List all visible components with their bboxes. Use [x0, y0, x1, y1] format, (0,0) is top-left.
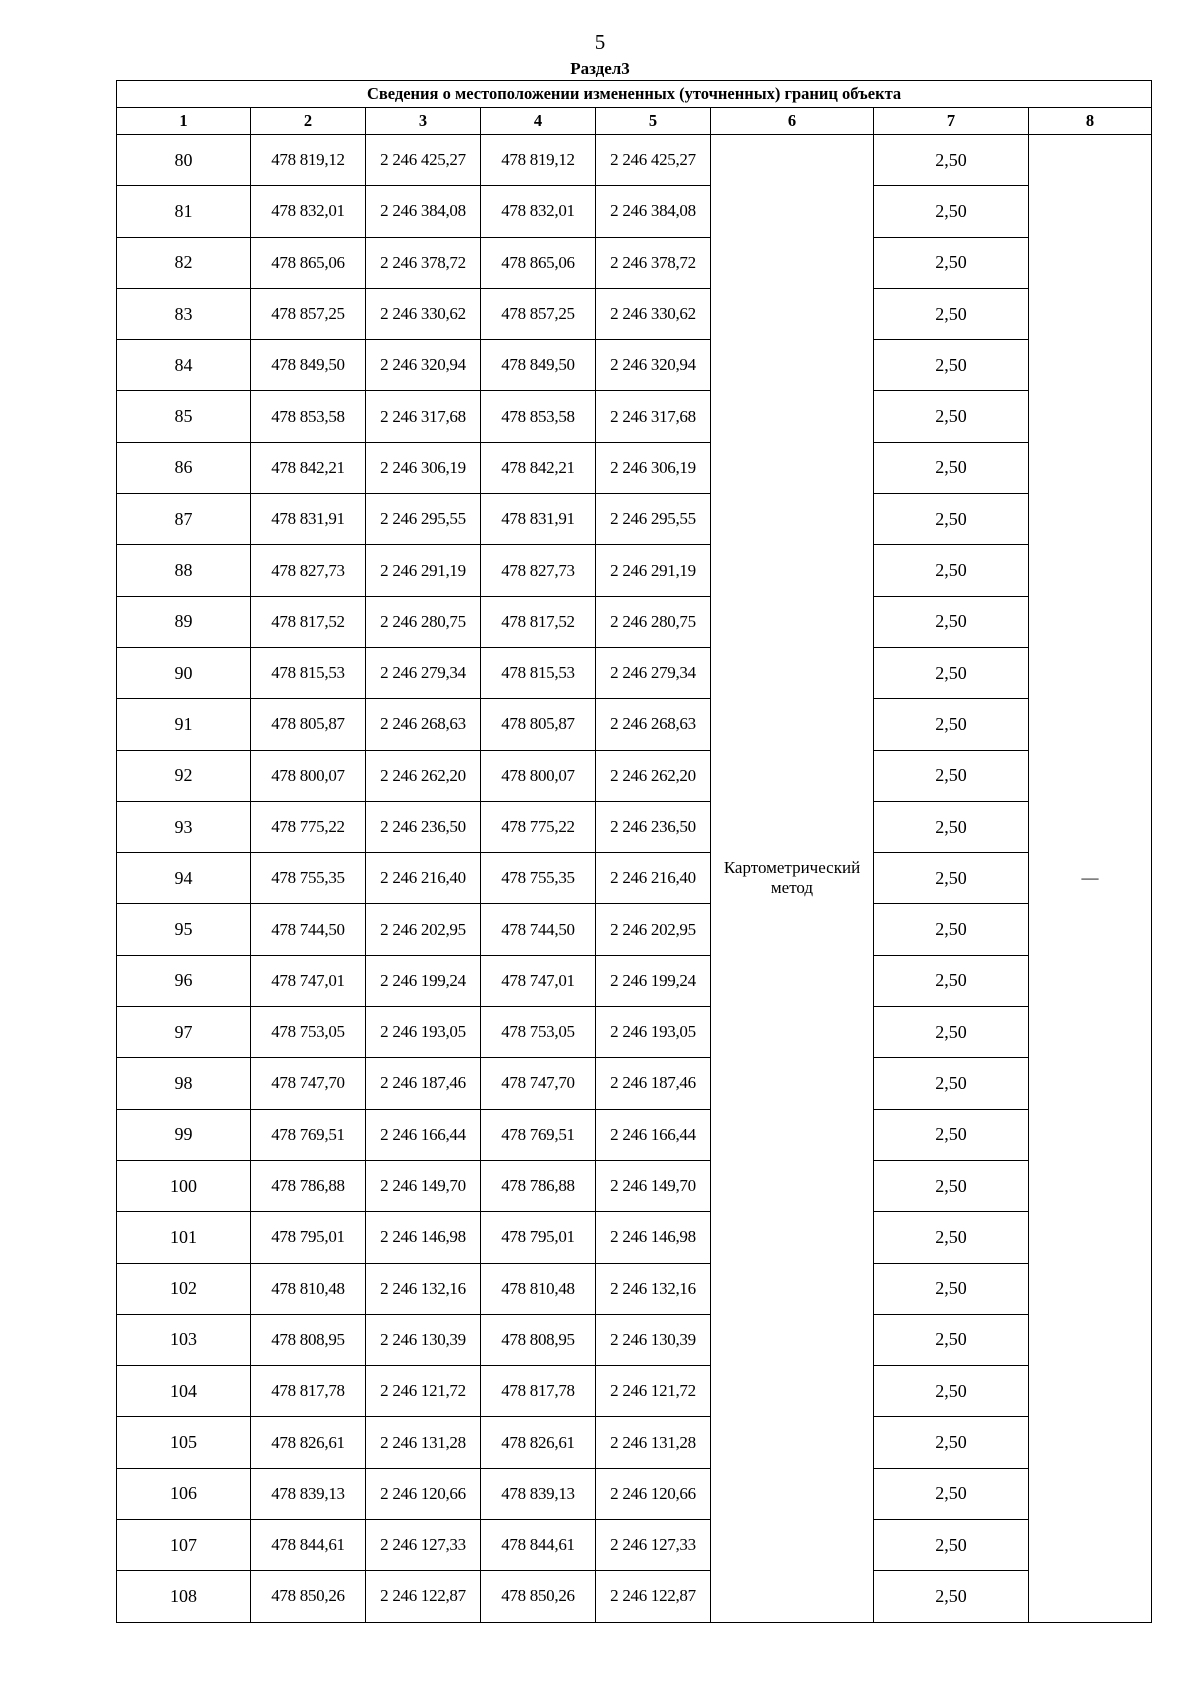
y-new-cell: 2 246 122,87	[596, 1571, 711, 1622]
x-existing-cell: 478 775,22	[251, 801, 366, 852]
x-existing-cell: 478 800,07	[251, 750, 366, 801]
point-number-cell: 100	[117, 1160, 251, 1211]
x-new-cell: 478 850,26	[481, 1571, 596, 1622]
accuracy-cell: 2,50	[874, 545, 1029, 596]
accuracy-cell: 2,50	[874, 186, 1029, 237]
point-number-cell: 87	[117, 494, 251, 545]
accuracy-cell: 2,50	[874, 1314, 1029, 1365]
point-number-cell: 101	[117, 1212, 251, 1263]
x-new-cell: 478 817,52	[481, 596, 596, 647]
x-new-cell: 478 795,01	[481, 1212, 596, 1263]
y-new-cell: 2 246 127,33	[596, 1520, 711, 1571]
column-number: 2	[251, 108, 366, 135]
accuracy-cell: 2,50	[874, 853, 1029, 904]
table-row	[117, 750, 1152, 801]
point-number-cell: 88	[117, 545, 251, 596]
point-number-cell: 102	[117, 1263, 251, 1314]
table-row	[117, 1468, 1152, 1519]
column-number: 3	[366, 108, 481, 135]
x-existing-cell: 478 744,50	[251, 904, 366, 955]
y-new-cell: 2 246 166,44	[596, 1109, 711, 1160]
accuracy-cell: 2,50	[874, 135, 1029, 186]
accuracy-cell: 2,50	[874, 904, 1029, 955]
accuracy-cell: 2,50	[874, 1058, 1029, 1109]
x-existing-cell: 478 755,35	[251, 853, 366, 904]
note-cell: —	[1029, 135, 1152, 1623]
y-existing-cell: 2 246 268,63	[366, 699, 481, 750]
x-new-cell: 478 755,35	[481, 853, 596, 904]
accuracy-cell: 2,50	[874, 750, 1029, 801]
x-new-cell: 478 844,61	[481, 1520, 596, 1571]
table-row	[117, 1212, 1152, 1263]
x-existing-cell: 478 810,48	[251, 1263, 366, 1314]
point-number-cell: 86	[117, 442, 251, 493]
point-number-cell: 94	[117, 853, 251, 904]
y-existing-cell: 2 246 320,94	[366, 340, 481, 391]
table-row	[117, 237, 1152, 288]
y-new-cell: 2 246 268,63	[596, 699, 711, 750]
y-existing-cell: 2 246 149,70	[366, 1160, 481, 1211]
y-existing-cell: 2 246 132,16	[366, 1263, 481, 1314]
page-number: 5	[594, 30, 606, 54]
point-number-cell: 97	[117, 1007, 251, 1058]
y-new-cell: 2 246 121,72	[596, 1366, 711, 1417]
accuracy-cell: 2,50	[874, 442, 1029, 493]
table-row	[117, 135, 1152, 186]
y-existing-cell: 2 246 166,44	[366, 1109, 481, 1160]
table-row	[117, 1263, 1152, 1314]
table-row	[117, 1417, 1152, 1468]
x-new-cell: 478 786,88	[481, 1160, 596, 1211]
accuracy-cell: 2,50	[874, 494, 1029, 545]
column-number-row	[117, 108, 1152, 135]
point-number-cell: 98	[117, 1058, 251, 1109]
accuracy-cell: 2,50	[874, 1109, 1029, 1160]
y-new-cell: 2 246 320,94	[596, 340, 711, 391]
table-row	[117, 1007, 1152, 1058]
y-existing-cell: 2 246 425,27	[366, 135, 481, 186]
column-number: 4	[481, 108, 596, 135]
x-existing-cell: 478 849,50	[251, 340, 366, 391]
point-number-cell: 95	[117, 904, 251, 955]
accuracy-cell: 2,50	[874, 1571, 1029, 1622]
y-existing-cell: 2 246 279,34	[366, 647, 481, 698]
x-new-cell: 478 747,70	[481, 1058, 596, 1109]
table-row	[117, 1109, 1152, 1160]
table-row	[117, 442, 1152, 493]
x-new-cell: 478 831,91	[481, 494, 596, 545]
y-new-cell: 2 246 146,98	[596, 1212, 711, 1263]
y-existing-cell: 2 246 291,19	[366, 545, 481, 596]
point-number-cell: 92	[117, 750, 251, 801]
x-new-cell: 478 800,07	[481, 750, 596, 801]
table-row	[117, 340, 1152, 391]
x-existing-cell: 478 827,73	[251, 545, 366, 596]
accuracy-cell: 2,50	[874, 699, 1029, 750]
x-new-cell: 478 832,01	[481, 186, 596, 237]
point-number-cell: 105	[117, 1417, 251, 1468]
table-row	[117, 391, 1152, 442]
table-row	[117, 699, 1152, 750]
column-number: 1	[117, 108, 251, 135]
accuracy-cell: 2,50	[874, 1212, 1029, 1263]
y-new-cell: 2 246 202,95	[596, 904, 711, 955]
point-number-cell: 83	[117, 288, 251, 339]
accuracy-cell: 2,50	[874, 1263, 1029, 1314]
y-new-cell: 2 246 262,20	[596, 750, 711, 801]
y-existing-cell: 2 246 146,98	[366, 1212, 481, 1263]
x-new-cell: 478 819,12	[481, 135, 596, 186]
point-number-cell: 85	[117, 391, 251, 442]
point-number-cell: 84	[117, 340, 251, 391]
point-number-cell: 104	[117, 1366, 251, 1417]
x-new-cell: 478 853,58	[481, 391, 596, 442]
section-title: Раздел3	[570, 59, 630, 78]
table-row	[117, 288, 1152, 339]
point-number-cell: 90	[117, 647, 251, 698]
x-new-cell: 478 839,13	[481, 1468, 596, 1519]
y-existing-cell: 2 246 120,66	[366, 1468, 481, 1519]
table-row	[117, 1520, 1152, 1571]
y-new-cell: 2 246 216,40	[596, 853, 711, 904]
table-row	[117, 955, 1152, 1006]
x-existing-cell: 478 795,01	[251, 1212, 366, 1263]
table-row	[117, 1314, 1152, 1365]
point-number-cell: 93	[117, 801, 251, 852]
x-new-cell: 478 826,61	[481, 1417, 596, 1468]
y-existing-cell: 2 246 199,24	[366, 955, 481, 1006]
table-row	[117, 904, 1152, 955]
method-cell: Картометрический метод	[711, 135, 874, 1623]
accuracy-cell: 2,50	[874, 1468, 1029, 1519]
x-new-cell: 478 827,73	[481, 545, 596, 596]
x-new-cell: 478 775,22	[481, 801, 596, 852]
x-existing-cell: 478 839,13	[251, 1468, 366, 1519]
y-existing-cell: 2 246 378,72	[366, 237, 481, 288]
accuracy-cell: 2,50	[874, 955, 1029, 1006]
y-existing-cell: 2 246 131,28	[366, 1417, 481, 1468]
x-existing-cell: 478 769,51	[251, 1109, 366, 1160]
x-new-cell: 478 865,06	[481, 237, 596, 288]
x-existing-cell: 478 753,05	[251, 1007, 366, 1058]
y-existing-cell: 2 246 202,95	[366, 904, 481, 955]
y-new-cell: 2 246 199,24	[596, 955, 711, 1006]
y-existing-cell: 2 246 193,05	[366, 1007, 481, 1058]
x-new-cell: 478 849,50	[481, 340, 596, 391]
x-new-cell: 478 842,21	[481, 442, 596, 493]
accuracy-cell: 2,50	[874, 391, 1029, 442]
x-existing-cell: 478 815,53	[251, 647, 366, 698]
x-new-cell: 478 747,01	[481, 955, 596, 1006]
accuracy-cell: 2,50	[874, 288, 1029, 339]
point-number-cell: 106	[117, 1468, 251, 1519]
x-new-cell: 478 808,95	[481, 1314, 596, 1365]
y-new-cell: 2 246 130,39	[596, 1314, 711, 1365]
table-row	[117, 1058, 1152, 1109]
point-number-cell: 89	[117, 596, 251, 647]
accuracy-cell: 2,50	[874, 1366, 1029, 1417]
x-existing-cell: 478 805,87	[251, 699, 366, 750]
y-existing-cell: 2 246 122,87	[366, 1571, 481, 1622]
y-new-cell: 2 246 306,19	[596, 442, 711, 493]
y-new-cell: 2 246 236,50	[596, 801, 711, 852]
y-existing-cell: 2 246 306,19	[366, 442, 481, 493]
x-new-cell: 478 744,50	[481, 904, 596, 955]
x-existing-cell: 478 865,06	[251, 237, 366, 288]
point-number-cell: 99	[117, 1109, 251, 1160]
table-row	[117, 1160, 1152, 1211]
table-row	[117, 494, 1152, 545]
y-new-cell: 2 246 317,68	[596, 391, 711, 442]
x-existing-cell: 478 819,12	[251, 135, 366, 186]
point-number-cell: 96	[117, 955, 251, 1006]
table-caption: Сведения о местоположении измененных (уточненных) границ объекта	[117, 81, 1152, 108]
y-existing-cell: 2 246 262,20	[366, 750, 481, 801]
x-new-cell: 478 753,05	[481, 1007, 596, 1058]
x-existing-cell: 478 747,01	[251, 955, 366, 1006]
x-new-cell: 478 810,48	[481, 1263, 596, 1314]
accuracy-cell: 2,50	[874, 1007, 1029, 1058]
table-row	[117, 186, 1152, 237]
table-caption-row	[117, 81, 1152, 108]
y-new-cell: 2 246 378,72	[596, 237, 711, 288]
point-number-cell: 108	[117, 1571, 251, 1622]
column-number: 5	[596, 108, 711, 135]
point-number-cell: 81	[117, 186, 251, 237]
table-row	[117, 1366, 1152, 1417]
x-existing-cell: 478 808,95	[251, 1314, 366, 1365]
column-number: 8	[1029, 108, 1152, 135]
x-existing-cell: 478 850,26	[251, 1571, 366, 1622]
accuracy-cell: 2,50	[874, 1520, 1029, 1571]
y-new-cell: 2 246 120,66	[596, 1468, 711, 1519]
x-existing-cell: 478 857,25	[251, 288, 366, 339]
point-number-cell: 91	[117, 699, 251, 750]
accuracy-cell: 2,50	[874, 596, 1029, 647]
x-existing-cell: 478 747,70	[251, 1058, 366, 1109]
y-new-cell: 2 246 279,34	[596, 647, 711, 698]
y-existing-cell: 2 246 216,40	[366, 853, 481, 904]
y-existing-cell: 2 246 127,33	[366, 1520, 481, 1571]
x-existing-cell: 478 786,88	[251, 1160, 366, 1211]
accuracy-cell: 2,50	[874, 1417, 1029, 1468]
x-existing-cell: 478 817,52	[251, 596, 366, 647]
column-number: 6	[711, 108, 874, 135]
table-row	[117, 853, 1152, 904]
x-existing-cell: 478 832,01	[251, 186, 366, 237]
table-row	[117, 647, 1152, 698]
x-new-cell: 478 769,51	[481, 1109, 596, 1160]
table-body	[117, 81, 1152, 1623]
accuracy-cell: 2,50	[874, 340, 1029, 391]
x-existing-cell: 478 831,91	[251, 494, 366, 545]
y-new-cell: 2 246 131,28	[596, 1417, 711, 1468]
y-new-cell: 2 246 149,70	[596, 1160, 711, 1211]
x-existing-cell: 478 817,78	[251, 1366, 366, 1417]
y-new-cell: 2 246 193,05	[596, 1007, 711, 1058]
x-existing-cell: 478 844,61	[251, 1520, 366, 1571]
y-new-cell: 2 246 384,08	[596, 186, 711, 237]
x-new-cell: 478 857,25	[481, 288, 596, 339]
accuracy-cell: 2,50	[874, 237, 1029, 288]
y-existing-cell: 2 246 236,50	[366, 801, 481, 852]
table-row	[117, 1571, 1152, 1622]
table-row	[117, 801, 1152, 852]
x-existing-cell: 478 853,58	[251, 391, 366, 442]
y-existing-cell: 2 246 187,46	[366, 1058, 481, 1109]
point-number-cell: 82	[117, 237, 251, 288]
accuracy-cell: 2,50	[874, 647, 1029, 698]
point-number-cell: 107	[117, 1520, 251, 1571]
y-new-cell: 2 246 291,19	[596, 545, 711, 596]
x-new-cell: 478 815,53	[481, 647, 596, 698]
y-existing-cell: 2 246 295,55	[366, 494, 481, 545]
y-existing-cell: 2 246 384,08	[366, 186, 481, 237]
point-number-cell: 103	[117, 1314, 251, 1365]
y-new-cell: 2 246 280,75	[596, 596, 711, 647]
y-existing-cell: 2 246 130,39	[366, 1314, 481, 1365]
x-existing-cell: 478 842,21	[251, 442, 366, 493]
y-existing-cell: 2 246 317,68	[366, 391, 481, 442]
y-existing-cell: 2 246 280,75	[366, 596, 481, 647]
point-number-cell: 80	[117, 135, 251, 186]
y-new-cell: 2 246 295,55	[596, 494, 711, 545]
x-new-cell: 478 805,87	[481, 699, 596, 750]
x-new-cell: 478 817,78	[481, 1366, 596, 1417]
x-existing-cell: 478 826,61	[251, 1417, 366, 1468]
column-number: 7	[874, 108, 1029, 135]
y-existing-cell: 2 246 121,72	[366, 1366, 481, 1417]
table-row	[117, 596, 1152, 647]
y-new-cell: 2 246 425,27	[596, 135, 711, 186]
table-row	[117, 545, 1152, 596]
accuracy-cell: 2,50	[874, 801, 1029, 852]
y-new-cell: 2 246 132,16	[596, 1263, 711, 1314]
y-new-cell: 2 246 330,62	[596, 288, 711, 339]
boundary-coordinates-table	[116, 80, 1152, 1623]
y-existing-cell: 2 246 330,62	[366, 288, 481, 339]
accuracy-cell: 2,50	[874, 1160, 1029, 1211]
y-new-cell: 2 246 187,46	[596, 1058, 711, 1109]
